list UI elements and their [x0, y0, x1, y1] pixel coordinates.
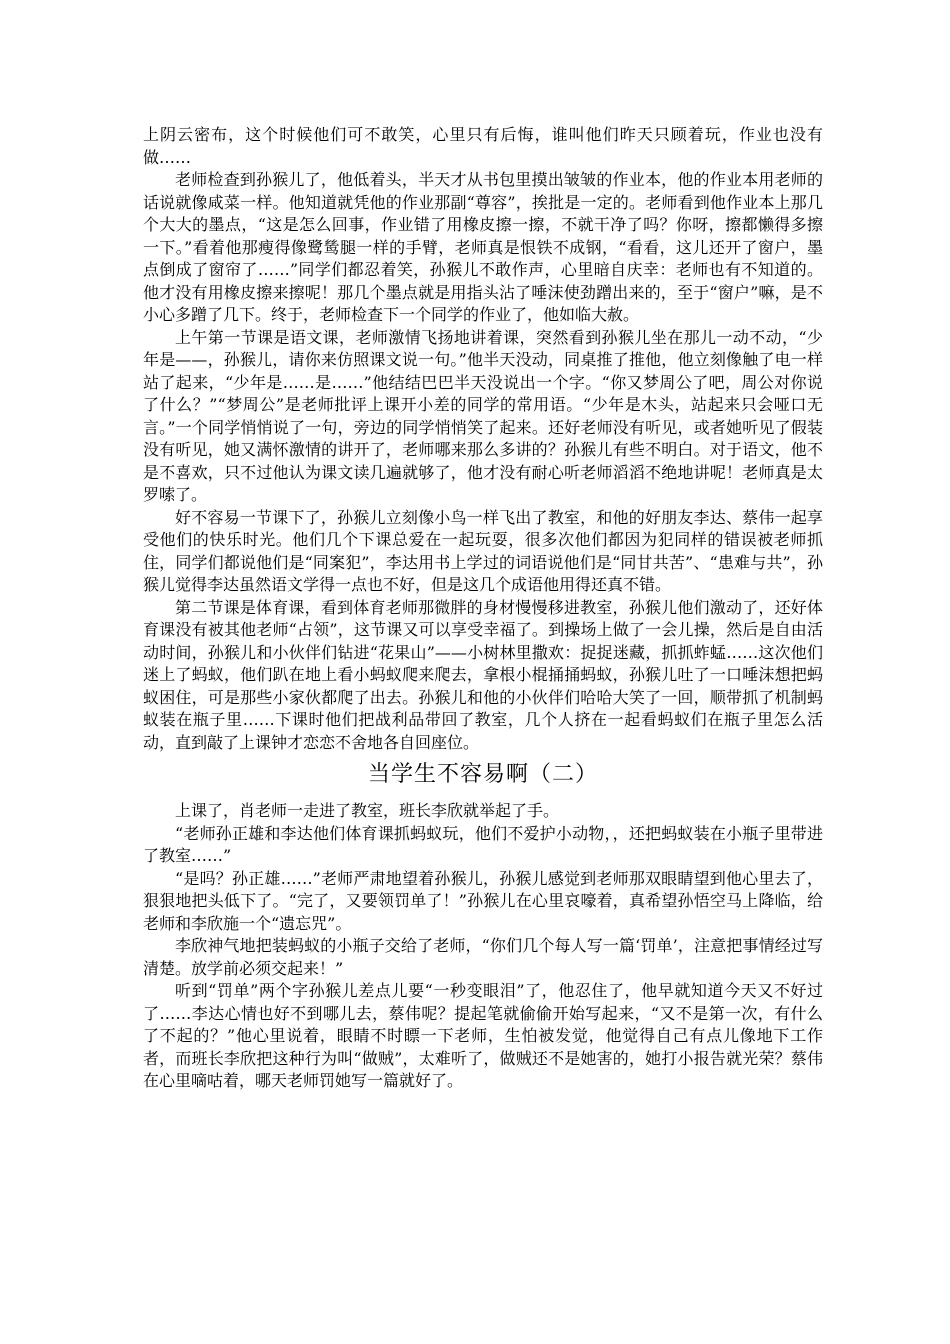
paragraph: 老师检查到孙猴儿了，他低着头，半天才从书包里摸出皱皱的作业本，他的作业本用老师的话说就像咸菜一样。他知道就凭他的作业那副“尊容”，挨批是一定的。老师看到他作业本上那几个大大的墨点，“这是怎么回事，作业错了用橡皮擦一擦，不就干净了吗？你呀，擦都懒得多擦一下。”看着他那瘦得像鹭鸶腿一样的手臂，老师真是恨铁不成钢，“看看，这儿还开了窗户，墨点倒成了窗帘了……”同学们都忍着笑，孙猴儿不敢作声，心里暗自庆幸：老师也有不知道的。他才没有用橡皮擦来擦呢！那几个墨点就是用指头沾了唾沫使劲蹭出来的，至于“窗户”嘛，是不小心多蹭了几下。终于，老师检查下一个同学的作业了，他如临大赦。: [143, 170, 823, 324]
paragraph: 李欣神气地把装蚂蚁的小瓶子交给了老师，“你们几个每人写一篇‘罚单’，注意把事情经过写清楚。放学前必须交起来！”: [143, 936, 823, 978]
paragraph: 第二节课是体育课，看到体育老师那微胖的身材慢慢移进教室，孙猴儿他们激动了，还好体育课没有被其他老师“占领”，这节课又可以享受幸福了。到操场上做了一会儿操，然后是自由活动时间，孙猴儿和小伙伴们钻进“花果山”——小树林里撒欢：捉捉迷藏，抓抓蚱蜢……这次他们迷上了蚂蚁，他们趴在地上看小蚂蚁爬来爬去，拿根小棍捅捅蚂蚁，孙猴儿吐了一口唾沫想把蚂蚁困住，可是那些小家伙都爬了出去。孙猴儿和他的小伙伴们哈哈大笑了一回，顺带抓了机制蚂蚁装在瓶子里……下课时他们把战利品带回了教室，几个人挤在一起看蚂蚁们在瓶子里怎么活动，直到敲了上课钟才恋恋不舍地各自回座位。: [143, 597, 823, 752]
paragraph: “是吗？孙正雄……”老师严肃地望着孙猴儿，孙猴儿感觉到老师那双眼睛望到他心里去了，狠狠地把头低下了。“完了，又要领罚单了！”孙猴儿在心里哀嚎着，真希望孙悟空马上降临，给老师和李欣施一个“遗忘咒”。: [143, 868, 823, 933]
paragraph: 听到“罚单”两个字孙猴儿差点儿要“一秒变眼泪”了，他忍住了，他早就知道今天又不好过了……李达心情也好不到哪儿去，蔡伟呢？提起笔就偷偷开始写起来，“又不是第一次，有什么了不起的？”他心里说着，眼睛不时瞟一下老师，生怕被发觉，他觉得自己有点儿像地下工作者，而班长李欣把这种行为叫“做贼”，太难听了，做贼还不是她害的，她打小报告就光荣？蔡伟在心里嘀咕着，哪天老师罚她写一篇就好了。: [143, 981, 823, 1090]
paragraph: “老师孙正雄和李达他们体育课抓蚂蚁玩，他们不爱护小动物，，还把蚂蚁装在小瓶子里带进了教室……”: [143, 823, 823, 865]
paragraph: 好不容易一节课下了，孙猴儿立刻像小鸟一样飞出了教室，和他的好朋友李达、蔡伟一起享受他们的快乐时光。他们几个下课总爱在一起玩耍，很多次他们都因为犯同样的错误被老师抓住，同学们都说他们是“同案犯”，李达用书上学过的词语说他们是“同甘共苦”、“患难与共”，孙猴儿觉得李达虽然语文学得一点也不好，但是这几个成语他用得还真不错。: [143, 507, 823, 594]
paragraph: 上课了，肖老师一走进了教室，班长李欣就举起了手。: [175, 801, 560, 820]
section-title: 当学生不容易啊（二）: [367, 762, 598, 787]
paragraph-continuation: 上阴云密布，这个时候他们可不敢笑，心里只有后悔，谁叫他们昨天只顾着玩，作业也没有做……: [143, 125, 823, 167]
document-body: [143, 124, 823, 1093]
paragraph: 上午第一节课是语文课，老师激情飞扬地讲着课，突然看到孙猴儿坐在那儿一动不动，“少年是——，孙猴儿，请你来仿照课文说一句。”他半天没动，同桌推了推他，他立刻像触了电一样站了起来，“少年是……是……”他结结巴巴半天没说出一个字。“你又梦周公了吧，周公对你说了什么？”“梦周公”是老师批评上课开小差的同学的常用语。“少年是木头，站起来只会哑口无言。”一个同学悄悄说了一句，旁边的同学悄悄笑了起来。还好老师没有听见，或者她听见了假装没有听见，她又满怀激情的讲开了，老师哪来那么多讲的？孙猴儿有些不明白。对于语文，他不是不喜欢，只不过他认为课文读几遍就够了，他才没有耐心听老师滔滔不绝地讲呢！老师真是太罗嗦了。: [143, 327, 823, 504]
